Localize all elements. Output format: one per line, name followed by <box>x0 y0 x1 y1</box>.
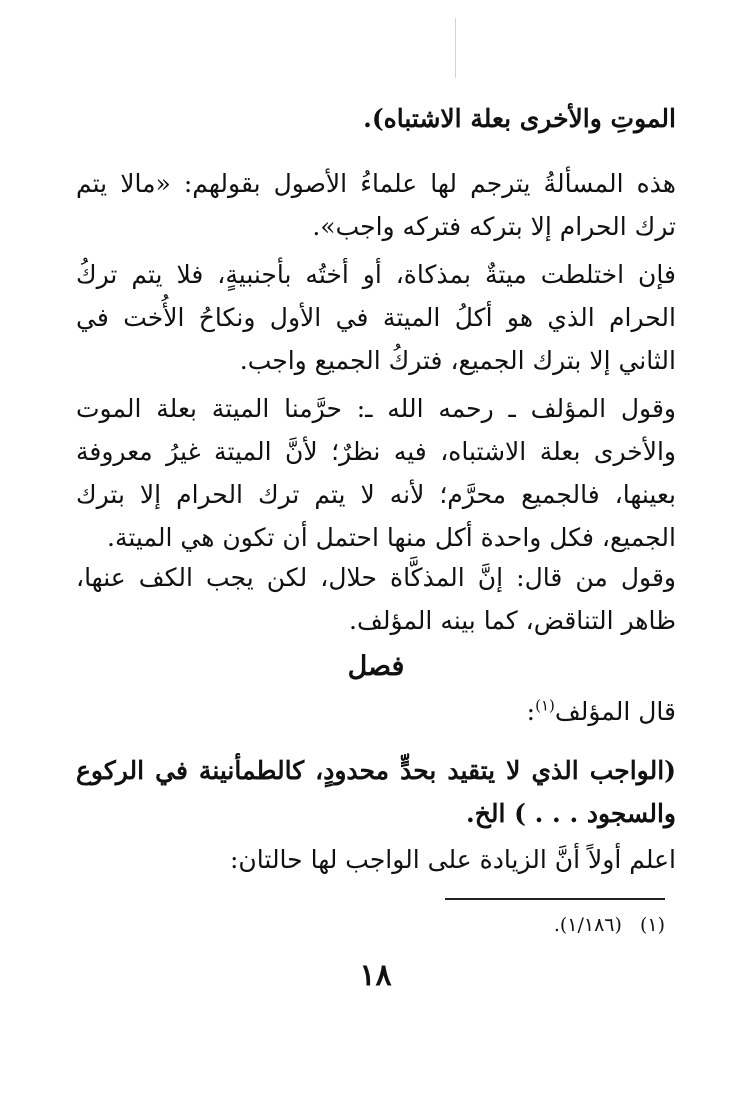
section-heading <box>76 645 676 688</box>
quote-text: (الواجب الذي لا يتقيد بحدٍّ محدودٍ، كالطمأنينة في الركوع والسجود . . . ) الخ. <box>76 756 676 828</box>
paragraph-4-text: وقول المؤلف ـ رحمه الله ـ: حرَّمنا الميتة بعلة الموت والأخرى بعلة الاشتباه، فيه نظرٌ؛ لأنَّ الميتة غيرُ معروفة بعينها، فالجميع محرَّم؛ لأنه لا يتم ترك الحرام إلا بترك الجميع، فكل واحدة أكل منها احتمل أن تكون هي الميتة. <box>76 394 676 552</box>
footnote-separator <box>445 898 665 900</box>
paragraph-contradiction <box>76 556 676 642</box>
quoted-matn <box>76 749 676 835</box>
paragraph-continuation <box>76 97 676 140</box>
paragraph-two-cases <box>76 838 676 881</box>
paragraph-usul-rule <box>76 162 676 248</box>
paragraph-author-comment <box>76 387 676 559</box>
paragraph-1-text: الموتِ والأخرى بعلة الاشتباه). <box>363 104 676 133</box>
footnote-reference: (١/١٨٦). <box>553 914 622 936</box>
paragraph-6-text: اعلم أولاً أنَّ الزيادة على الواجب لها حالتان: <box>230 845 676 874</box>
paragraph-2-text: هذه المسألةُ يترجم لها علماءُ الأصول بقولهم: «مالا يتم ترك الحرام إلا بتركه فتركه واجب». <box>76 169 676 241</box>
footnote-marker: (١) <box>535 696 555 715</box>
author-said-colon: : <box>526 697 536 726</box>
paragraph-5-text: وقول من قال: إنَّ المذكَّاة حلال، لكن يجب الكف عنها، ظاهر التناقض، كما بينه المؤلف. <box>76 563 676 635</box>
paragraph-mixing-example <box>76 253 676 382</box>
paragraph-3-text: فإن اختلطت ميتةٌ بمذكاة، أو أختُه بأجنبيةٍ، فلا يتم تركُ الحرام الذي هو أكلُ الميتة في الأول ونكاحُ الأُخت في الثاني إلا بترك الجميع، فتركُ الجميع واجب. <box>76 260 676 375</box>
page-number: ١٨ <box>359 958 392 993</box>
author-said-line <box>76 690 676 733</box>
footnote <box>554 910 665 940</box>
author-said-text: قال المؤلف <box>554 697 676 726</box>
margin-scan-mark <box>455 18 458 78</box>
section-heading-text: فصل <box>347 651 405 682</box>
footnote-number: (١) <box>639 914 665 936</box>
